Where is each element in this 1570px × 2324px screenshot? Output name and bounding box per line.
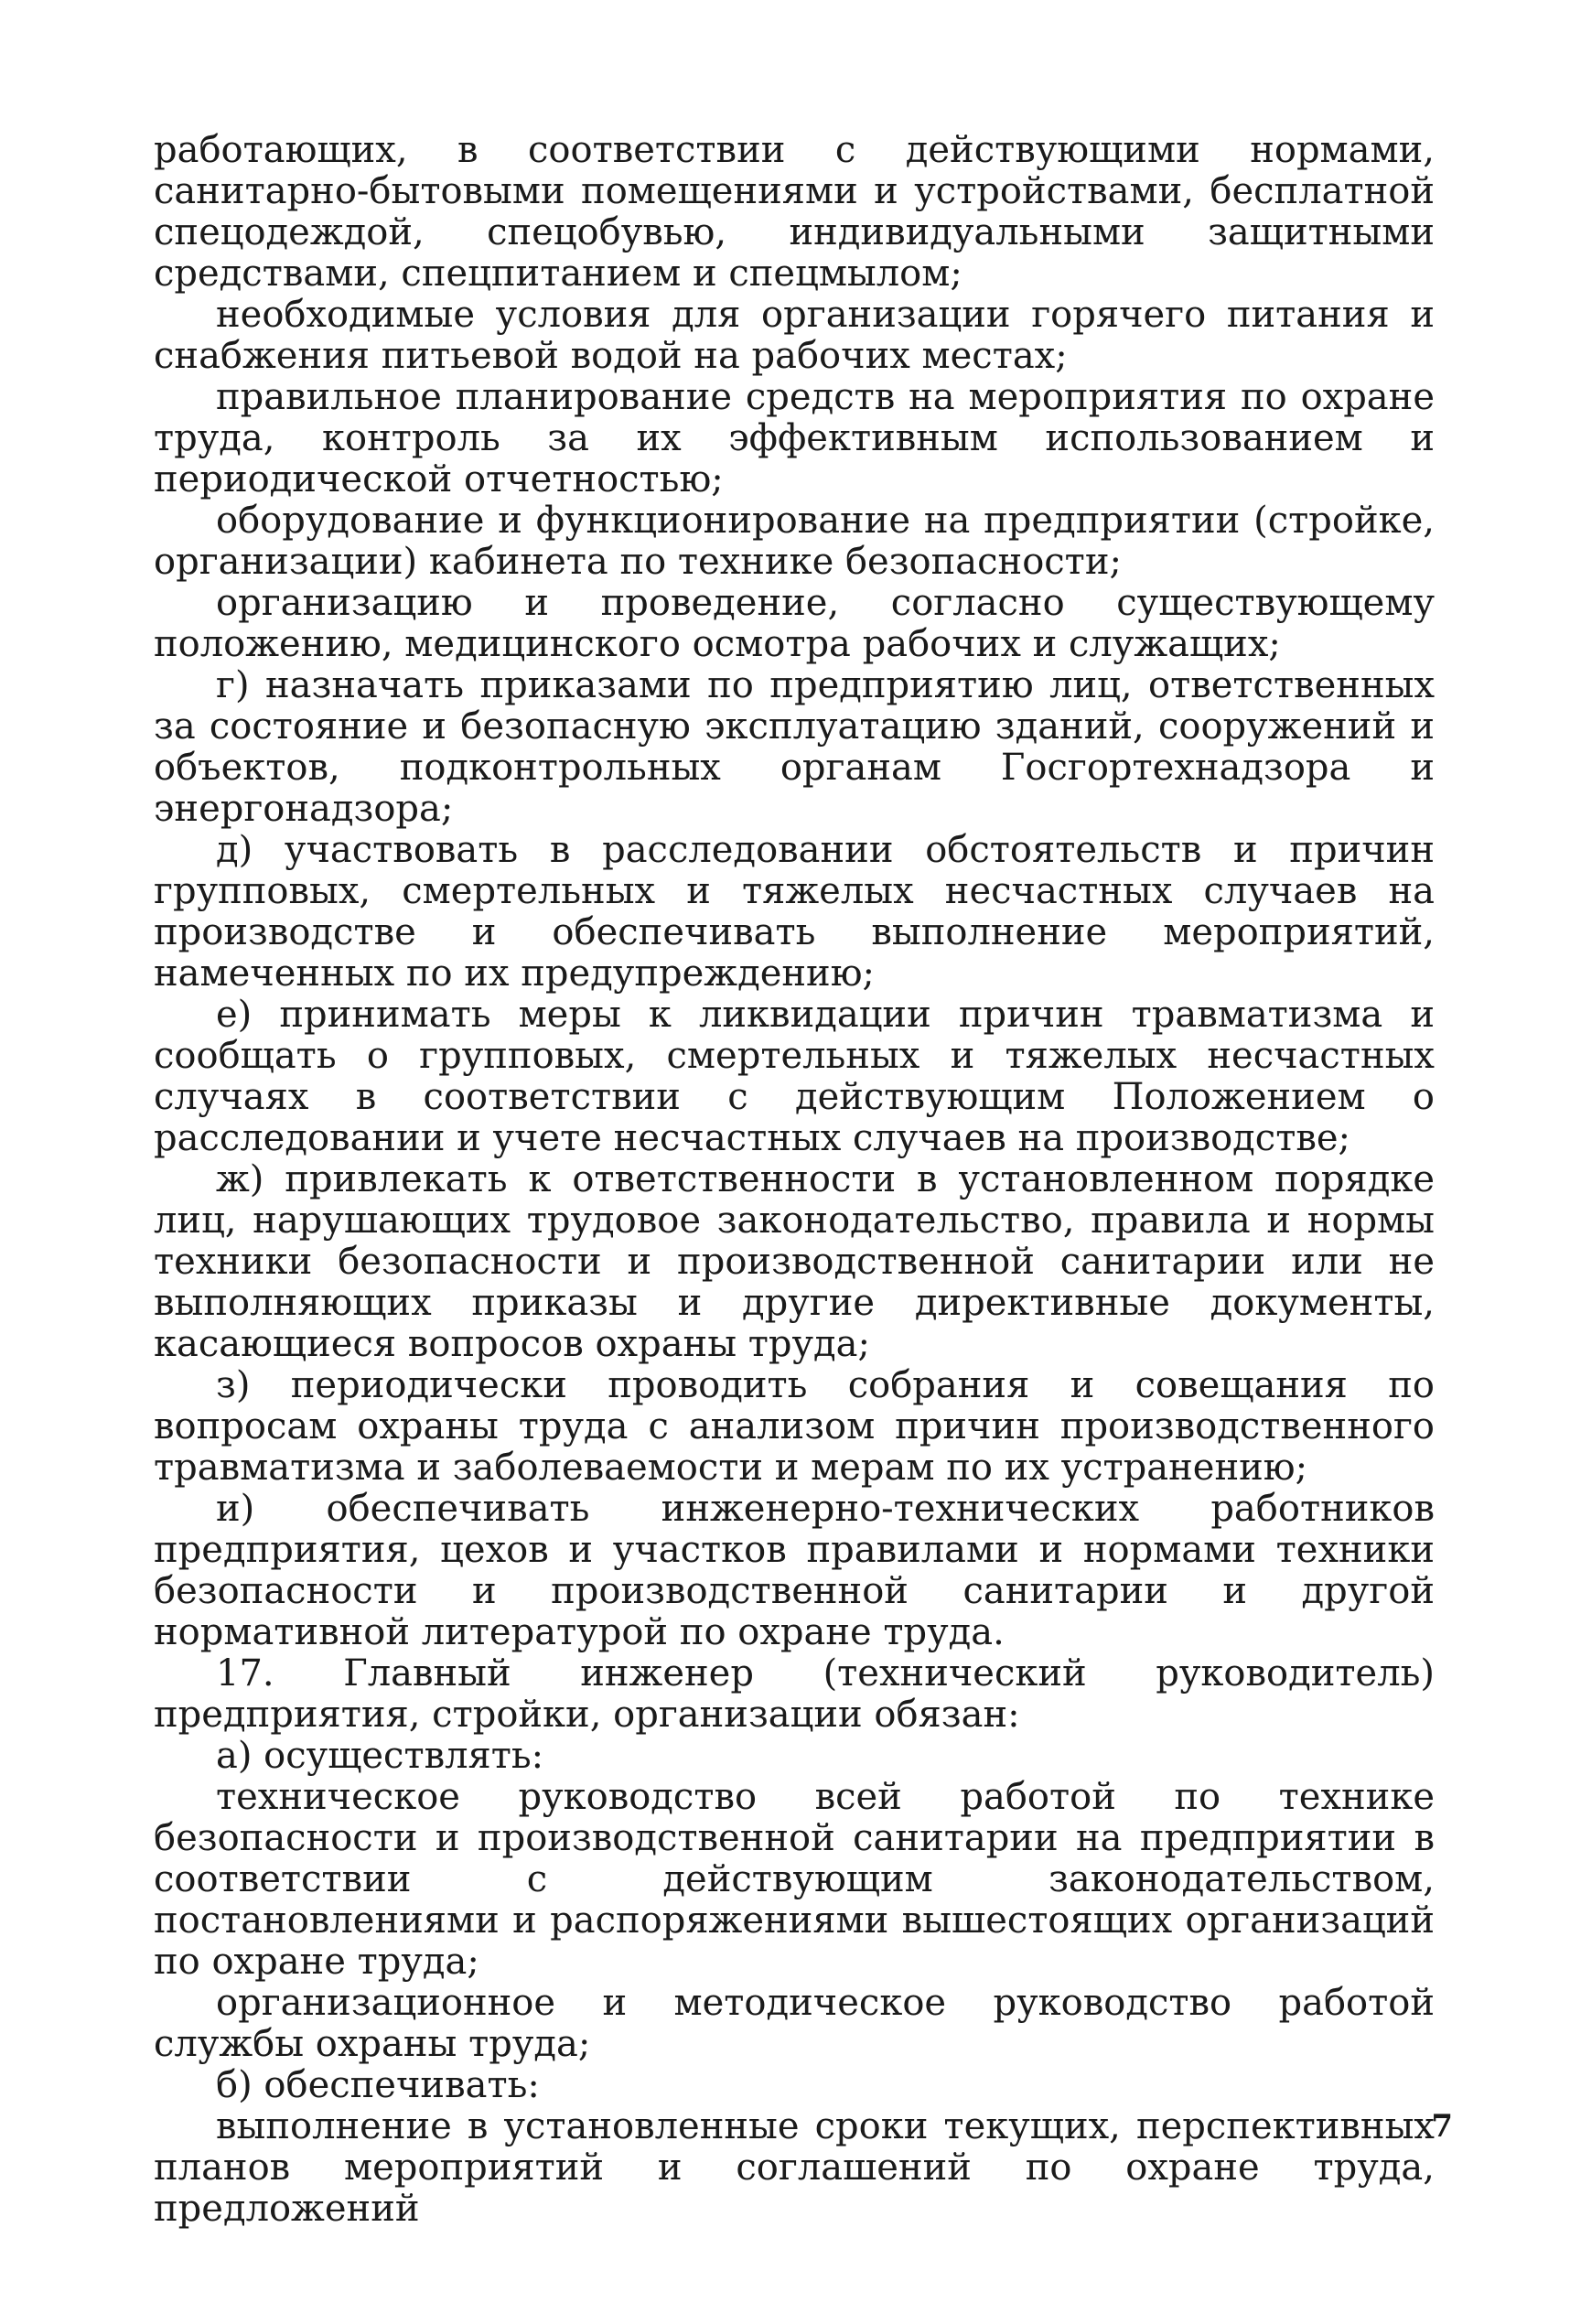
- paragraph-item-i: и) обеспечивать инженерно-технических работников предприятия, цехов и участков правилами и нормами техники безопасности и производственной санитарии и другой нормативной литературой по охране труда.: [154, 1488, 1435, 1653]
- page-number: 7: [1431, 2108, 1453, 2145]
- body-text: [154, 130, 1435, 2230]
- paragraph: организационное и методическое руководство работой службы охраны труда;: [154, 1982, 1435, 2065]
- paragraph: оборудование и функционирование на предприятии (стройке, организации) кабинета по технике безопасности;: [154, 500, 1435, 583]
- paragraph-item-zh: ж) привлекать к ответственности в установленном порядке лиц, нарушающих трудовое законодательство, правила и нормы техники безопасности и производственной санитарии или не выполняющих приказы и другие директивные документы, касающиеся вопросов охраны труда;: [154, 1158, 1435, 1365]
- section-17-heading: 17. Главный инженер (технический руководитель) предприятия, стройки, организации обязан:: [154, 1652, 1435, 1736]
- paragraph: организацию и проведение, согласно существующему положению, медицинского осмотра рабочих и служащих;: [154, 582, 1435, 665]
- paragraph-item-e: е) принимать меры к ликвидации причин травматизма и сообщать о групповых, смертельных и тяжелых несчастных случаях в соответствии с действующим Положением о расследовании и учете несчастных случаев на производстве;: [154, 994, 1435, 1159]
- paragraph-continuation: работающих, в соответствии с действующими нормами, санитарно-бытовыми помещениями и устройствами, бесплатной спецодеждой, спецобувью, индивидуальными защитными средствами, спецпитанием и спецмылом;: [154, 129, 1435, 295]
- paragraph: выполнение в установленные сроки текущих, перспективных планов мероприятий и соглашений по охране труда, предложений: [154, 2105, 1435, 2230]
- paragraph: правильное планирование средств на мероприятия по охране труда, контроль за их эффективным использованием и периодической отчетностью;: [154, 376, 1435, 500]
- paragraph-item-a: а) осуществлять:: [216, 1735, 544, 1777]
- paragraph: техническое руководство всей работой по технике безопасности и производственной санитарии на предприятии в соответствии с действующим законодательством, постановлениями и распоряжениями вышестоящих организаций по охране труда;: [154, 1776, 1435, 1983]
- paragraph: необходимые условия для организации горячего питания и снабжения питьевой водой на рабочих местах;: [154, 294, 1435, 377]
- paragraph-item-d: д) участвовать в расследовании обстоятельств и причин групповых, смертельных и тяжелых несчастных случаев на производстве и обеспечивать выполнение мероприятий, намеченных по их предупреждению;: [154, 829, 1435, 995]
- paragraph-item-z: з) периодически проводить собрания и совещания по вопросам охраны труда с анализом причин производственного травматизма и заболеваемости и мерам по их устранению;: [154, 1364, 1435, 1489]
- paragraph-item-b: б) обеспечивать:: [216, 2064, 540, 2106]
- paragraph-item-g: г) назначать приказами по предприятию лиц, ответственных за состояние и безопасную эксплуатацию зданий, сооружений и объектов, подконтрольных органам Госгортехнадзора и энергонадзора;: [154, 664, 1435, 830]
